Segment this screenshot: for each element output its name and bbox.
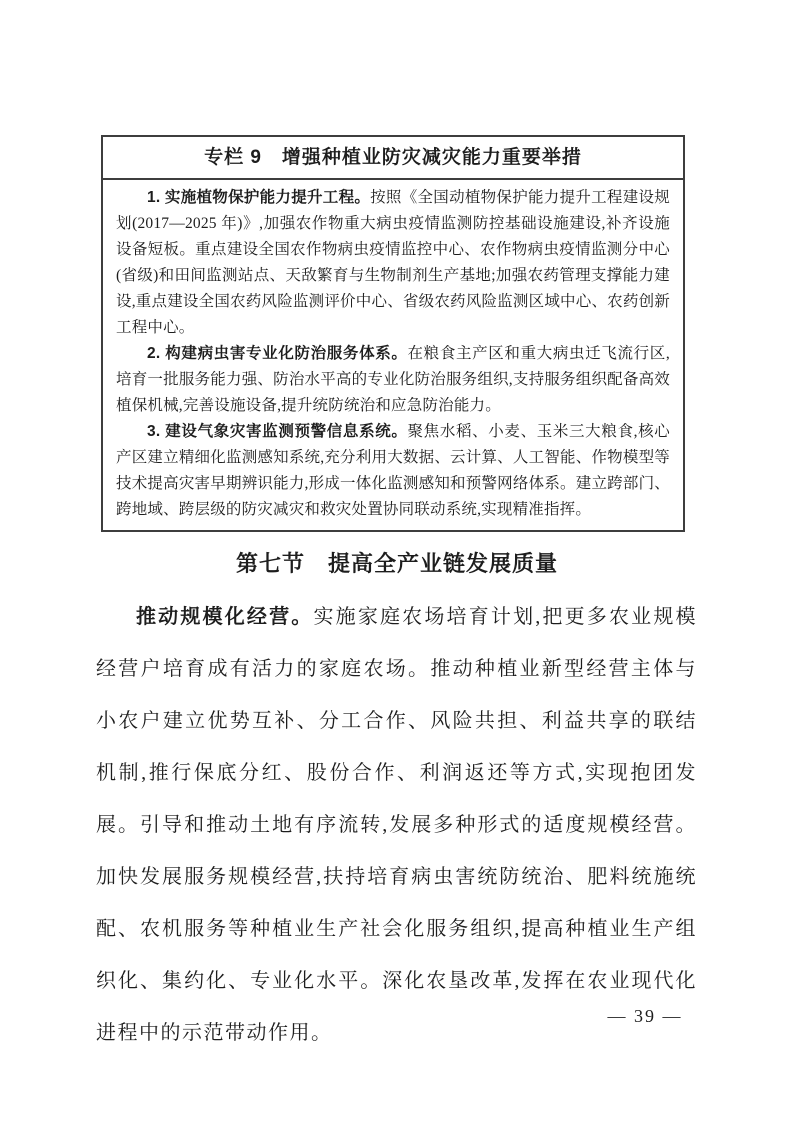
callout-item-1-text: 按照《全国动植物保护能力提升工程建设规划(2017—2025 年)》,加强农作物重大病虫疫情监测防控基础设施建设,补齐设施设备短板。重点建设全国农作物病虫疫情监控中心、农作物病虫疫情监测分中心(省级)和田间监测站点、天敌繁育与生物制剂生产基地;加强农药管理支撑能力建设,重点建设全国农药风险监测评价中心、省级农药风险监测区域中心、农药创新工程中心。 bbox=[116, 189, 670, 336]
callout-item-2-text: 在粮食主产区和重大病虫迁飞流行区,培育一批服务能力强、防治水平高的专业化防治服务组织,支持服务组织配备高效植保机械,完善设施设备,提升统防统治和应急防治能力。 bbox=[116, 345, 670, 414]
callout-item-2 bbox=[116, 341, 670, 419]
callout-item-1-lead: 1. 实施植物保护能力提升工程。 bbox=[147, 189, 371, 206]
body-paragraph bbox=[96, 591, 697, 1059]
callout-box-title: 专栏 9 增强种植业防灾减灾能力重要举措 bbox=[103, 137, 683, 180]
section-heading: 第七节 提高全产业链发展质量 bbox=[235, 551, 558, 576]
callout-item-1 bbox=[116, 185, 670, 341]
body-text bbox=[96, 591, 697, 1059]
callout-box bbox=[101, 135, 685, 532]
body-paragraph-lead: 推动规模化经营。 bbox=[136, 606, 314, 628]
page-number: — 39 — bbox=[607, 1006, 683, 1026]
callout-item-3-text: 聚焦水稻、小麦、玉米三大粮食,核心产区建立精细化监测感知系统,充分利用大数据、云计算、人工智能、作物模型等技术提高灾害早期辨识能力,形成一体化监测感知和预警网络体系。建立跨部门、跨地域、跨层级的防灾减灾和救灾处置协同联动系统,实现精准指挥。 bbox=[116, 423, 670, 518]
callout-item-3-lead: 3. 建设气象灾害监测预警信息系统。 bbox=[147, 423, 408, 440]
callout-item-2-lead: 2. 构建病虫害专业化防治服务体系。 bbox=[147, 345, 408, 362]
body-paragraph-text: 实施家庭农场培育计划,把更多农业规模经营户培育成有活力的家庭农场。推动种植业新型经营主体与小农户建立优势互补、分工合作、风险共担、利益共享的联结机制,推行保底分红、股份合作、利润返还等方式,实现抱团发展。引导和推动土地有序流转,发展多种形式的适度规模经营。加快发展服务规模经营,扶持培育病虫害统防统治、肥料统施统配、农机服务等种植业生产社会化服务组织,提高种植业生产组织化、集约化、专业化水平。深化农垦改革,发挥在农业现代化进程中的示范带动作用。 bbox=[96, 606, 698, 1044]
callout-item-3 bbox=[116, 419, 670, 523]
callout-box-body bbox=[103, 180, 683, 530]
